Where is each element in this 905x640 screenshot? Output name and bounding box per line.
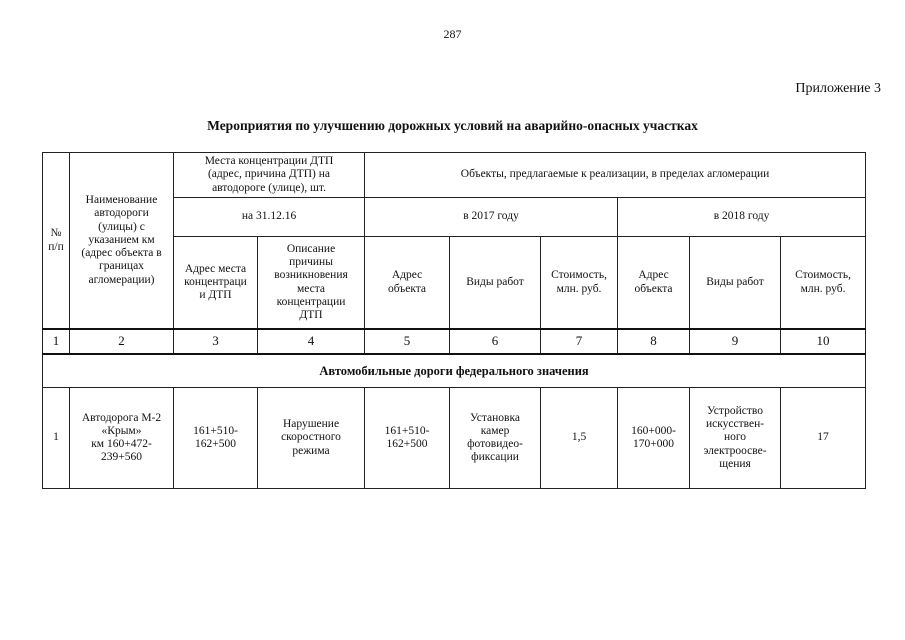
cell-cost-2017: 1,5 (541, 388, 618, 489)
document-title: Мероприятия по улучшению дорожных условий на аварийно-опасных участках (207, 118, 698, 133)
header-dtp-places: Места концентрации ДТП (адрес, причина ДТП) на автодороге (улице), шт. (174, 153, 365, 198)
header-objects: Объекты, предлагаемые к реализации, в пределах агломерации (365, 153, 866, 198)
column-number: 8 (618, 329, 690, 354)
table-row (43, 388, 866, 489)
section-title: Автомобильные дороги федерального значения (43, 354, 866, 388)
column-number: 10 (781, 329, 866, 354)
header-cost-2018: Стоимость, млн. руб. (781, 237, 866, 330)
header-road-name: Наименование автодороги (улицы) с указанием км (адрес объекта в границах агломерации) (70, 153, 174, 330)
column-number: 9 (690, 329, 781, 354)
appendix-label: Приложение 3 (795, 81, 881, 96)
cell-no: 1 (43, 388, 70, 489)
column-number: 3 (174, 329, 258, 354)
header-dtp-description: Описание причины возникновения места концентрации ДТП (258, 237, 365, 330)
header-work-types-2018: Виды работ (690, 237, 781, 330)
header-object-address-2017: Адрес объекта (365, 237, 450, 330)
header-row-1 (43, 153, 866, 198)
measures-table (42, 152, 866, 489)
column-number: 7 (541, 329, 618, 354)
header-cost-2017: Стоимость, млн. руб. (541, 237, 618, 330)
page-number: 287 (443, 27, 462, 41)
header-work-types-2017: Виды работ (450, 237, 541, 330)
cell-address-2018: 160+000- 170+000 (618, 388, 690, 489)
column-number: 2 (70, 329, 174, 354)
section-row (43, 354, 866, 388)
column-number: 6 (450, 329, 541, 354)
cell-dtp-description: Нарушение скоростного режима (258, 388, 365, 489)
column-number: 4 (258, 329, 365, 354)
cell-works-2017: Установка камер фотовидео- фиксации (450, 388, 541, 489)
cell-address-2017: 161+510- 162+500 (365, 388, 450, 489)
column-number: 1 (43, 329, 70, 354)
cell-works-2018: Устройство искусствен- ного электроосве- щения (690, 388, 781, 489)
column-number-row (43, 329, 866, 354)
header-dtp-address: Адрес места концентраци и ДТП (174, 237, 258, 330)
cell-road: Автодорога М-2 «Крым» км 160+472- 239+560 (70, 388, 174, 489)
cell-cost-2018: 17 (781, 388, 866, 489)
header-no: № п/п (43, 153, 70, 330)
header-year-2018: в 2018 году (618, 198, 866, 237)
header-year-2017: в 2017 году (365, 198, 618, 237)
column-number: 5 (365, 329, 450, 354)
header-date: на 31.12.16 (174, 198, 365, 237)
cell-dtp-address: 161+510- 162+500 (174, 388, 258, 489)
header-object-address-2018: Адрес объекта (618, 237, 690, 330)
